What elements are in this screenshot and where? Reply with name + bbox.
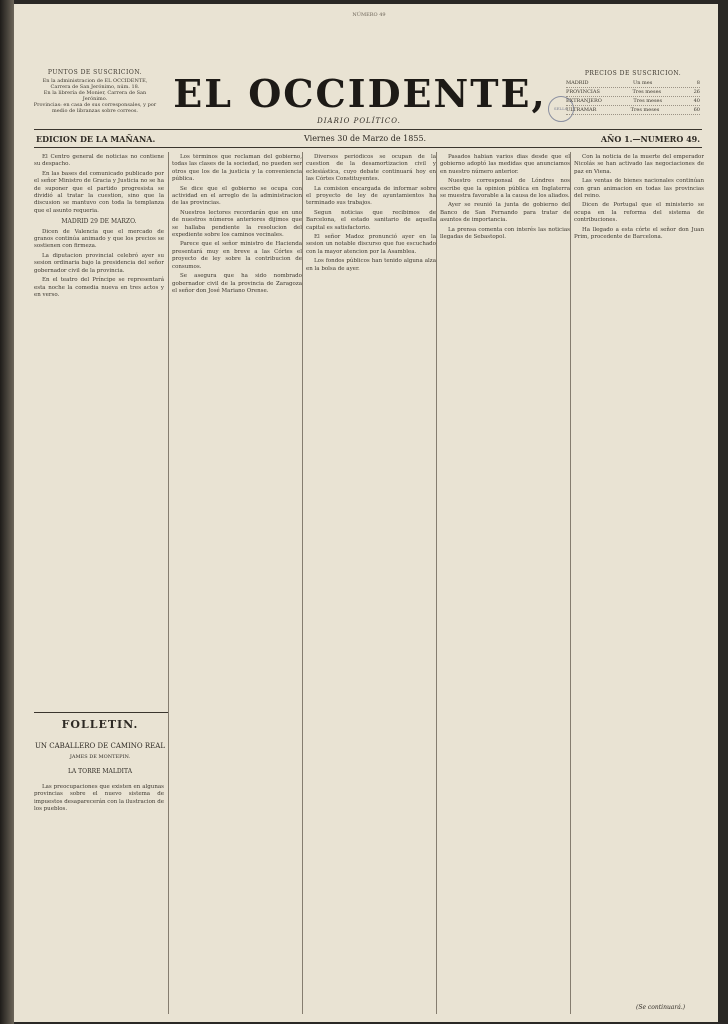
- column-1: [34, 154, 164, 710]
- paragraph: Parece que el señor ministro de Hacienda presentará muy en breve a las Córtes el proyecto de ley sobre la contribucion de consumos.: [172, 241, 302, 270]
- price-label: ULTRAMAR: [566, 107, 597, 113]
- paragraph: Se dice que el gobierno se ocupa con actividad en el arreglo de la administracion de las provincias.: [172, 185, 302, 207]
- price-label: EXTRANJERO: [566, 98, 602, 104]
- issue-date: Viernes 30 de Marzo de 1855.: [304, 134, 427, 143]
- price-row: [566, 97, 700, 106]
- subscription-line: En la administracion de EL OCCIDENTE, Carrera de San Jerónimo, núm. 18.: [42, 78, 148, 90]
- price-row: [566, 79, 700, 88]
- price-value: 26: [693, 89, 700, 95]
- paragraph: Nuestros lectores recordarán que en uno de nuestros números anteriores dijimos que se hallaba pendiente la resolucion del expediente sobre los caminos vecinales.: [172, 209, 302, 239]
- subscription-points: [32, 70, 158, 114]
- subscription-prices-title: PRECIOS DE SUSCRICION.: [584, 70, 682, 77]
- price-value: 60: [693, 107, 700, 113]
- column-3: [306, 154, 436, 1014]
- paragraph: Ayer se reunió la junta de gobierno del Banco de San Fernando para tratar de asuntos de importancia.: [440, 202, 570, 224]
- folletin-story: [34, 742, 166, 760]
- subscription-prices: [566, 70, 700, 115]
- paragraph: Los fondos públicos han tenido alguna alza en la bolsa de ayer.: [306, 258, 436, 272]
- paragraph: En el teatro del Príncipe se representará esta noche la comedia nueva en tres actos y en verso.: [34, 277, 164, 298]
- price-row: [566, 106, 700, 115]
- story-author: JAMES DE MONTEPIN.: [69, 754, 131, 760]
- subscription-line: En la librería de Monier, Carrera de San Jerónimo.: [43, 90, 147, 102]
- paragraph: La comision encargada de informar sobre el proyecto de ley de ayuntamientos ha terminado sus trabajos.: [306, 185, 436, 207]
- folletin-rule: [34, 712, 168, 713]
- price-value: 8: [696, 80, 700, 86]
- subscription-points-title: PUNTOS DE SUSCRICION.: [47, 69, 143, 76]
- paragraph: Las ventas de bienes nacionales continúan con gran animacion en todas las provincias del reino.: [574, 178, 704, 200]
- folletin-title: FOLLETIN.: [61, 718, 139, 731]
- paragraph: La prensa comenta con interés las noticias llegadas de Sebastopol.: [440, 226, 570, 241]
- paragraph: Dicen de Valencia que el mercado de granos continúa animado y que los precios se sostienen con firmeza.: [34, 228, 164, 250]
- edition-label: EDICION DE LA MAÑANA.: [36, 134, 156, 144]
- paragraph: Los términos que reclaman del gobierno, todas las clases de la sociedad, no pueden ser otros que los de la justicia y la conveniencia pública.: [172, 154, 302, 183]
- price-label: PROVINCIAS: [566, 89, 600, 95]
- price-row: [566, 88, 700, 97]
- price-value: 40: [693, 98, 700, 104]
- price-period: Tres meses: [632, 89, 662, 95]
- price-period: Un mes: [633, 80, 653, 86]
- paragraph: En las bases del comunicado publicado por el señor Ministro de Gracia y Justicia no se ha de suponer que el partido progresista se dividió al tratar la cuestion, sino que la discusion se mantuvo con toda la templanza que el asunto requeria.: [34, 170, 164, 214]
- header-rule-top: [34, 129, 702, 130]
- column-5: [574, 154, 704, 994]
- newspaper-page: [14, 4, 718, 1022]
- column-4: [440, 154, 570, 1014]
- section-heading: MADRID 29 DE MARZO.: [61, 218, 137, 226]
- price-label: MADRID: [566, 80, 589, 86]
- paragraph: Diversos periódicos se ocupan de la cuestion de la desamortizacion civil y eclesiástica, cuyo debate continuará hoy en las Córtes Constituyentes.: [306, 154, 436, 183]
- column-divider: [436, 152, 437, 1014]
- masthead-subtitle: DIARIO POLÍTICO.: [317, 117, 401, 125]
- paragraph: El señor Madoz pronunció ayer en la sesion un notable discurso que fue escuchado con la mayor atencion por la Asamblea.: [306, 234, 436, 255]
- paragraph: Dicen de Portugal que el ministerio se ocupa en la reforma del sistema de contribuciones.: [574, 202, 704, 224]
- column-divider: [570, 152, 571, 1014]
- paragraph: Ha llegado a esta córte el señor don Juan Prim, procedente de Barcelona.: [574, 226, 704, 241]
- continued-note: (Se continuará.): [636, 1004, 686, 1011]
- column-divider: [302, 152, 303, 1014]
- folletin-text: [34, 784, 164, 1012]
- story-title: UN CABALLERO DE CAMINO REAL: [35, 742, 165, 750]
- dateline: [34, 132, 702, 146]
- chapter-title: LA TORRE MALDITA: [67, 768, 133, 775]
- issue-number: AÑO 1.—NUMERO 49.: [600, 134, 700, 144]
- column-2: [172, 154, 302, 1014]
- paragraph: El Centro general de noticias no contiene su despacho.: [34, 154, 164, 168]
- paragraph: Con la noticia de la muerte del emperador Nicolás se han activado las negociaciones de paz en Viena.: [574, 154, 704, 175]
- page-edge-shadow: [0, 0, 14, 1024]
- paragraph: Pasados habian varios dias desde que el gobierno adoptó las medidas que anunciamos en nuestro número anterior.: [440, 154, 570, 175]
- paragraph: Nuestro corresponsal de Lóndres nos escribe que la opinion pública en Inglaterra se muestra favorable a la causa de los aliados.: [440, 178, 570, 200]
- price-period: Tres meses: [633, 98, 663, 104]
- paragraph: La diputacion provincial celebró ayer su sesion ordinaria bajo la presidencia del señor gobernador civil de la provincia.: [34, 252, 164, 274]
- paragraph: Las preocupaciones que existen en algunas provincias sobre el nuevo sistema de impuestos desaparecerán con la ilustracion de los pueblos.: [34, 784, 164, 813]
- masthead-title: EL OCCIDENTE,: [173, 71, 547, 116]
- column-divider: [168, 152, 169, 1014]
- subscription-line: Provincias: en casa de sus corresponsales, y por medio de libranzas sobre correos.: [33, 102, 157, 114]
- paragraph: Segun noticias que recibimos de Barcelona, el estado sanitario de aquella capital es satisfactorio.: [306, 209, 436, 231]
- price-period: Tres meses: [630, 107, 660, 113]
- stamp-seal-icon: SELLO: [548, 96, 574, 122]
- paragraph: Se asegura que ha sido nombrado gobernador civil de la provincia de Zaragoza el señor don José Mariano Orense.: [172, 273, 302, 294]
- header-rule-bottom: [34, 147, 702, 148]
- top-note: NÚMERO 49: [352, 12, 386, 18]
